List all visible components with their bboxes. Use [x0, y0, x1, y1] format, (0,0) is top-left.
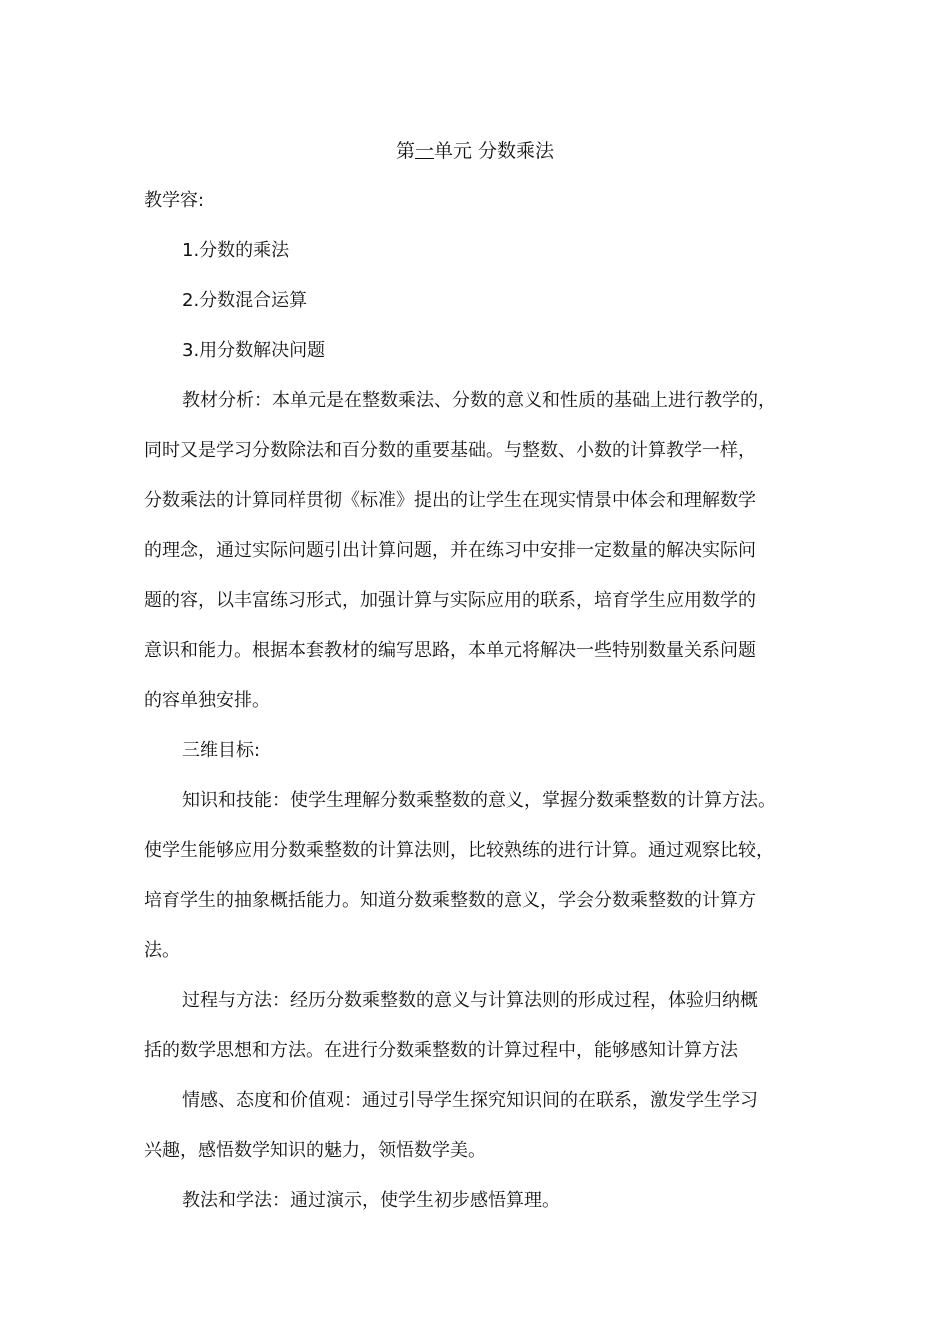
paragraph-line: 法。 [144, 940, 180, 961]
paragraph-line: 同时又是学习分数除法和百分数的重要基础。与整数、小数的计算教学一样， [144, 440, 756, 461]
paragraph-line: 的容单独安排。 [144, 690, 270, 711]
section-label-objectives: 三维目标: [182, 740, 261, 761]
list-item: 2.分数混合运算 [182, 290, 308, 311]
title-suffix: 单元 分数乘法 [433, 140, 555, 162]
paragraph-line: 培育学生的抽象概括能力。知道分数乘整数的意义，学会分数乘整数的计算方 [144, 890, 756, 911]
paragraph-line: 意识和能力。根据本套教材的编写思路，本单元将解决一些特别数量关系问题 [144, 640, 756, 661]
paragraph-line: 括的数学思想和方法。在进行分数乘整数的计算过程中，能够感知计算方法 [144, 1040, 738, 1061]
paragraph-line: 的理念，通过实际问题引出计算问题，并在练习中安排一定数量的解决实际问 [144, 540, 756, 561]
paragraph-line: 过程与方法：经历分数乘整数的意义与计算法则的形成过程，体验归纳概 [182, 990, 758, 1011]
paragraph-line: 知识和技能：使学生理解分数乘整数的意义，掌握分数乘整数的计算方法。 [182, 790, 776, 811]
paragraph-line: 使学生能够应用分数乘整数的计算法则，比较熟练的进行计算。通过观察比较， [144, 840, 774, 861]
title-prefix: 第 [395, 140, 415, 162]
page-title [0, 136, 950, 166]
paragraph-line: 教材分析：本单元是在整数乘法、分数的意义和性质的基础上进行教学的， [182, 390, 776, 411]
title-blank: 一 [414, 140, 434, 162]
paragraph-line: 题的容，以丰富练习形式，加强计算与实际应用的联系，培育学生应用数学的 [144, 590, 756, 611]
paragraph-line: 教法和学法：通过演示，使学生初步感悟算理。 [182, 1190, 560, 1211]
paragraph-line: 兴趣，感悟数学知识的魅力，领悟数学美。 [144, 1140, 486, 1161]
paragraph-line: 分数乘法的计算同样贯彻《标准》提出的让学生在现实情景中体会和理解数学 [144, 490, 756, 511]
list-item: 3.用分数解决问题 [182, 340, 326, 361]
section-label-content: 教学容: [144, 190, 205, 211]
list-item: 1.分数的乘法 [182, 240, 290, 261]
paragraph-line: 情感、态度和价值观：通过引导学生探究知识间的在联系，激发学生学习 [182, 1090, 758, 1111]
